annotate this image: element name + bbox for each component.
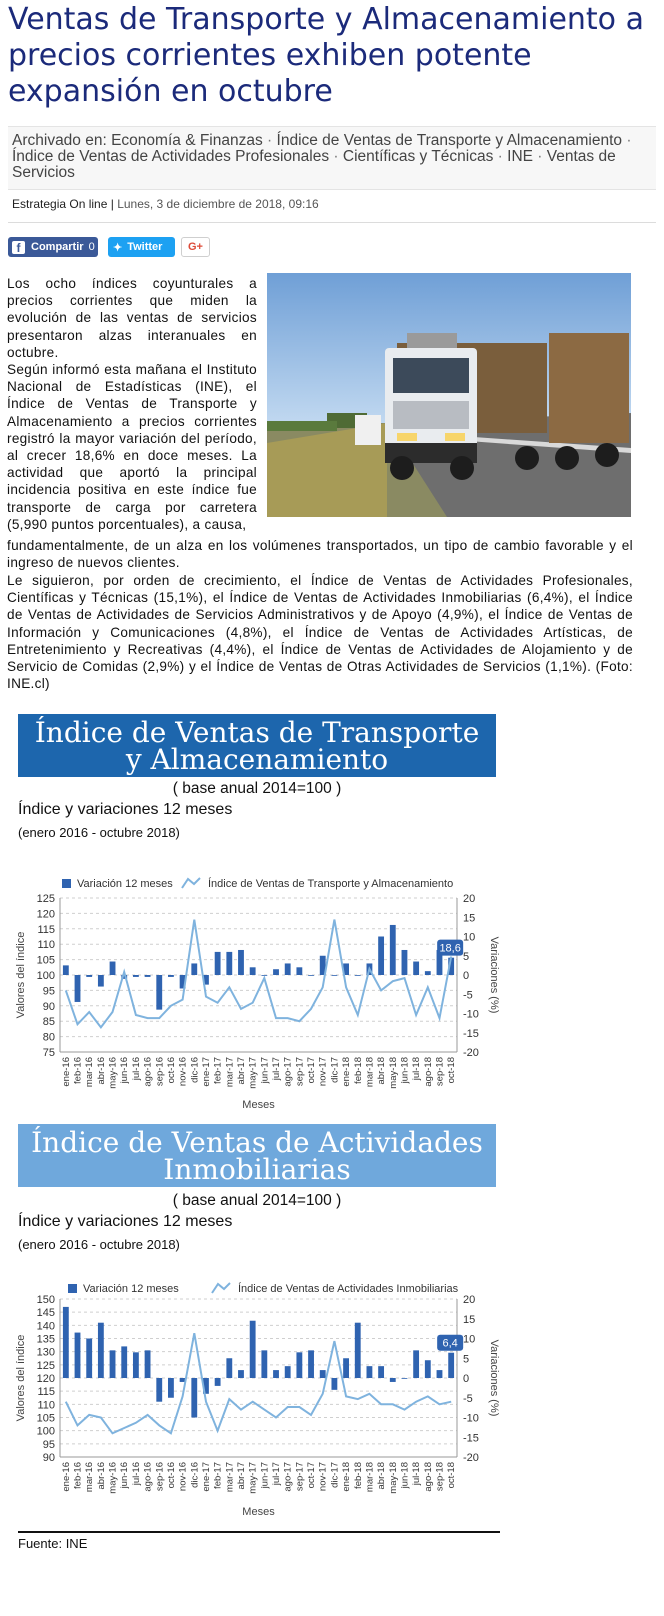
source-note: Fuente: INE [18,1536,88,1551]
y-tick-label: 95 [42,985,55,998]
bar [425,1360,431,1378]
x-tick-label: oct-18 [446,1057,458,1084]
bar [226,1358,232,1378]
x-tick-label: ago-17 [282,1462,294,1492]
tag-link[interactable]: Economía & Finanzas [111,132,263,149]
twitter-share-label: Twitter [127,241,163,253]
legend-line-label: Índice de Ventas de Transporte y Almacenamiento [208,878,454,890]
bar [168,975,174,977]
x-tick-label: feb-18 [352,1057,364,1084]
x-tick-label: feb-18 [352,1462,364,1489]
y2-axis-title: Variaciones (%) [488,1339,500,1417]
bar [110,962,116,975]
x-tick-label: mar-16 [84,1057,96,1088]
x-tick-label: nov-17 [317,1462,329,1492]
y-tick-label: 95 [42,1438,55,1451]
bar [145,975,151,977]
y2-tick-label: -20 [463,1452,479,1464]
intro-text [7,275,257,533]
bar [156,1378,162,1402]
bar [63,965,69,975]
truck-photo-image [267,273,631,517]
facebook-icon: f [12,241,25,254]
x-tick-label: jun-18 [399,1057,411,1084]
x-tick-label: jun-16 [119,1462,131,1489]
x-tick-label: sep-16 [154,1462,166,1492]
facebook-share-count: 0 [88,241,95,253]
x-tick-label: mar-16 [84,1462,96,1493]
y2-tick-label: 20 [463,893,476,905]
gplus-icon: G+ [188,241,203,253]
x-tick-label: sep-17 [294,1462,306,1492]
x-tick-label: may-18 [387,1462,399,1494]
bar [308,1350,314,1378]
bar [191,963,197,975]
legend-bar-swatch [68,1284,77,1293]
x-tick-label: jul-17 [271,1057,283,1081]
chart-inmobiliarias [10,1275,500,1525]
bar [413,962,419,975]
y2-tick-label: 5 [463,950,470,963]
legend-line-label: Índice de Ventas de Actividades Inmobiliarias [238,1283,459,1295]
callout-label: 18,6 [439,942,461,955]
legend-line-swatch [182,878,200,888]
x-tick-label: ene-18 [341,1057,353,1087]
bar [390,925,396,975]
y-tick-label: 135 [36,1333,55,1346]
bar [425,971,431,975]
twitter-share-button[interactable] [108,237,175,257]
chart-transporte [10,870,500,1115]
x-tick-label: abr-17 [235,1462,247,1490]
tag-link[interactable]: INE [507,148,533,165]
x-tick-label: jun-17 [259,1057,271,1084]
twitter-icon: ✦ [113,241,123,254]
x-tick-label: ago-18 [422,1462,434,1492]
bar [98,975,104,987]
y-axis-title: Valores del índice [15,931,27,1019]
chart-base-note: ( base anual 2014=100 ) [172,1192,342,1209]
x-tick-label: oct-18 [446,1462,458,1489]
x-tick-label: nov-16 [177,1462,189,1492]
bar [308,975,314,976]
y2-tick-label: 0 [463,970,470,982]
x-tick-label: ago-16 [142,1057,154,1087]
chart-subtitle: Índice y variaciones 12 meses [18,801,233,818]
x-tick-label: dic-16 [189,1462,201,1488]
chart-title-line: Índice de Ventas de Actividades [31,1125,483,1159]
x-tick-label: feb-17 [212,1057,224,1084]
bar [168,1378,174,1398]
y2-tick-label: 15 [463,912,476,925]
bar [75,975,81,1002]
chart-subtitle: Índice y variaciones 12 meses [18,1213,233,1230]
bar [448,1353,454,1378]
bar [413,1350,419,1378]
x-tick-label: jun-18 [399,1462,411,1489]
bar [98,1323,104,1378]
x-tick-label: abr-16 [95,1462,107,1490]
y2-tick-label: -20 [463,1047,479,1059]
bar [402,950,408,975]
x-tick-label: jul-17 [271,1462,283,1486]
x-tick-label: mar-18 [364,1057,376,1088]
y-tick-label: 125 [36,893,55,905]
x-tick-label: oct-17 [306,1462,318,1489]
bar [273,969,279,975]
y2-tick-label: 20 [463,1294,476,1306]
x-tick-label: abr-18 [376,1057,388,1085]
x-tick-label: abr-16 [95,1057,107,1085]
bar [250,1321,256,1378]
y-tick-label: 90 [42,1000,55,1013]
bar [238,950,244,975]
bar [378,1366,384,1378]
y-tick-label: 130 [36,1346,55,1359]
y2-tick-label: -5 [463,989,473,1002]
x-tick-label: jun-17 [259,1462,271,1489]
chart-banner [18,714,496,777]
x-tick-label: sep-16 [154,1057,166,1087]
bar [215,1378,221,1386]
x-tick-label: may-18 [387,1057,399,1089]
tag-link[interactable]: Índice de Ventas de Actividades Profesionales [12,148,330,165]
x-tick-label: may-16 [107,1462,119,1494]
x-tick-label: may-17 [247,1057,259,1089]
y-axis-title: Valores del índice [15,1334,27,1422]
y2-tick-label: -15 [463,1027,479,1040]
y2-tick-label: 15 [463,1313,476,1326]
x-tick-label: feb-16 [72,1057,84,1084]
gplus-share-button[interactable] [181,237,210,257]
x-tick-label: dic-17 [329,1057,341,1083]
chart-title-line: Índice de Ventas de Transporte [34,715,480,749]
y-tick-label: 150 [36,1294,55,1306]
byline: Estrategia On line | Lunes, 3 de diciembre de 2018, 09:16 [12,197,319,211]
paragraph: Le siguieron, por orden de crecimiento, el Índice de Ventas de Actividades Profesionales, Científicas y Técnicas (15,1%), el Índice de Ventas de Actividades Inmobiliarias (6,4%), el Índice de Ventas de Actividades de Servicios Administrativos y de Apoyo (4,9%), el Índice de Ventas de Información y Comunicaciones (4,8%), el Índice de Ventas de Actividades Artísticas, de Entretenimiento y Recreativas (4,4%), el Índice de Ventas de Actividades de Alojamiento y de Servicio de Comidas (2,9%) y el Índice de Ventas de Otras Actividades de Servicios (1,1%). (Foto: INE.cl) [7,573,633,692]
x-tick-label: ene-17 [200,1462,212,1492]
y2-axis-title: Variaciones (%) [488,936,500,1014]
x-tick-label: jul-16 [130,1462,142,1486]
bar [273,1370,279,1378]
x-tick-label: dic-17 [329,1462,341,1488]
x-tick-label: ago-16 [142,1462,154,1492]
y-tick-label: 140 [36,1320,55,1333]
x-axis-title: Meses [242,1506,275,1518]
facebook-share-label: Compartir [31,241,84,253]
x-tick-label: mar-17 [224,1462,236,1493]
x-tick-label: may-17 [247,1462,259,1494]
y-tick-label: 120 [36,908,55,921]
legend-bar-swatch [62,879,71,888]
bar [390,1378,396,1382]
y-tick-label: 105 [36,1412,55,1425]
bar [215,952,221,975]
y-tick-label: 120 [36,1373,55,1385]
archive-box [8,126,656,190]
y2-tick-label: -5 [463,1392,473,1405]
paragraph: Los ocho índices coyunturales a precios corrientes que miden la evolución de las ventas de servicios presentaron alzas interanuales en octubre. [7,276,257,360]
author[interactable]: Estrategia On line [12,197,108,211]
x-tick-label: abr-18 [376,1462,388,1490]
y-tick-label: 85 [42,1016,55,1029]
bar [226,952,232,975]
y2-tick-label: -10 [463,1412,479,1425]
y-tick-label: 80 [42,1031,55,1044]
bar [145,1350,151,1378]
callout-label: 6,4 [442,1337,458,1350]
x-tick-label: ago-17 [282,1057,294,1087]
y-tick-label: 145 [36,1307,55,1320]
chart-base-note: ( base anual 2014=100 ) [172,780,342,797]
chart-period: (enero 2016 - octubre 2018) [18,825,180,840]
x-tick-label: jun-16 [119,1057,131,1084]
x-tick-label: may-16 [107,1057,119,1089]
paragraph: Según informó esta mañana el Instituto Nacional de Estadísticas (INE), el Índice de Ventas de Transporte y Almacenamiento a precios corrientes registró la mayor variación del período, al crecer 18,6% en doce meses. La actividad que aportó la principal incidencia positiva en este índice fue transporte de carga por carretera (5,990 puntos porcentuales), a causa, [7,362,257,532]
bar [133,975,139,977]
bar [121,1346,127,1378]
bar [355,975,361,976]
y-tick-label: 110 [37,1399,55,1412]
y-tick-label: 125 [36,1359,55,1372]
x-tick-label: sep-18 [434,1462,446,1492]
bar [367,1366,373,1378]
bar [320,1370,326,1378]
archive-tags: Archivado en: Economía & Finanzas · Índice de Ventas de Transporte y Almacenamiento · Índice de Ventas de Actividades Profesionales · Científicas y Técnicas · INE · Ventas de Servicios [12,132,632,181]
bar [133,1352,139,1378]
bar [156,975,162,1010]
chart-title-line: y Almacenamiento [125,742,389,776]
publish-date: Lunes, 3 de diciembre de 2018, 09:16 [117,197,319,211]
chart-banner [18,1124,496,1187]
y2-tick-label: -15 [463,1432,479,1445]
y2-tick-label: 0 [463,1373,470,1385]
x-tick-label: mar-18 [364,1462,376,1493]
bar [437,1370,443,1378]
chart-period: (enero 2016 - octubre 2018) [18,1237,180,1252]
bar [75,1333,81,1378]
x-tick-label: ene-17 [200,1057,212,1087]
bar [378,937,384,976]
bar [285,1366,291,1378]
x-tick-label: jul-16 [130,1057,142,1081]
tag-link[interactable]: Científicas y Técnicas [342,148,494,165]
facebook-share-button[interactable] [8,237,98,257]
x-tick-label: nov-16 [177,1057,189,1087]
y2-tick-label: 5 [463,1353,470,1366]
source-divider [18,1531,500,1533]
y-tick-label: 90 [42,1452,55,1464]
bar [86,1339,92,1379]
y2-tick-label: -10 [463,1008,479,1021]
divider [8,222,656,223]
x-tick-label: feb-17 [212,1462,224,1489]
bar [402,1378,408,1379]
x-tick-label: ene-18 [341,1462,353,1492]
legend-line-swatch [212,1283,230,1293]
x-tick-label: ago-18 [422,1057,434,1087]
bar [296,1352,302,1378]
bar [191,1378,197,1418]
bar [343,1358,349,1378]
y-tick-label: 110 [37,939,55,952]
y-tick-label: 100 [36,970,55,982]
y-tick-label: 75 [42,1047,55,1059]
tag-link[interactable]: Índice de Ventas de Transporte y Almacenamiento [276,132,623,149]
x-tick-label: mar-17 [224,1057,236,1088]
x-tick-label: feb-16 [72,1462,84,1489]
truck-photo [267,273,631,517]
x-tick-label: ene-16 [60,1057,72,1087]
bar [250,967,256,975]
legend-bar-label: Variación 12 meses [83,1283,179,1295]
y2-tick-label: 10 [463,1333,476,1346]
y-tick-label: 100 [36,1425,55,1438]
x-tick-label: jul-18 [411,1057,423,1081]
paragraph: fundamentalmente, de un alza en los volúmenes transportados, un tipo de cambio favorable y el ingreso de nuevos clientes. [7,538,633,571]
bar [285,963,291,975]
bar [296,967,302,975]
x-tick-label: jul-18 [411,1462,423,1486]
y-tick-label: 115 [37,1386,55,1399]
tag-link[interactable]: Ventas de Servicios [12,148,616,181]
bar [110,1350,116,1378]
bar [331,975,337,976]
legend-bar-label: Variación 12 meses [77,878,173,890]
x-tick-label: abr-17 [235,1057,247,1085]
x-tick-label: sep-18 [434,1057,446,1087]
bar [355,1323,361,1378]
y2-tick-label: 10 [463,931,476,944]
x-tick-label: dic-16 [189,1057,201,1083]
bar [331,1378,337,1390]
bar [261,1350,267,1378]
x-tick-label: nov-17 [317,1057,329,1087]
y-tick-label: 105 [36,954,55,967]
bar [238,1370,244,1378]
bar [86,975,92,977]
y-tick-label: 115 [37,923,55,936]
article-title: Ventas de Transporte y Almacenamiento a precios corrientes exhiben potente expansión en octubre [8,2,644,109]
archive-label: Archivado en: [12,132,107,149]
x-tick-label: oct-16 [165,1057,177,1084]
x-axis-title: Meses [242,1099,275,1111]
x-tick-label: oct-17 [306,1057,318,1084]
x-tick-label: sep-17 [294,1057,306,1087]
x-tick-label: ene-16 [60,1462,72,1492]
x-tick-label: oct-16 [165,1462,177,1489]
bar [63,1307,69,1378]
chart-title-line: Inmobiliarias [163,1152,351,1186]
